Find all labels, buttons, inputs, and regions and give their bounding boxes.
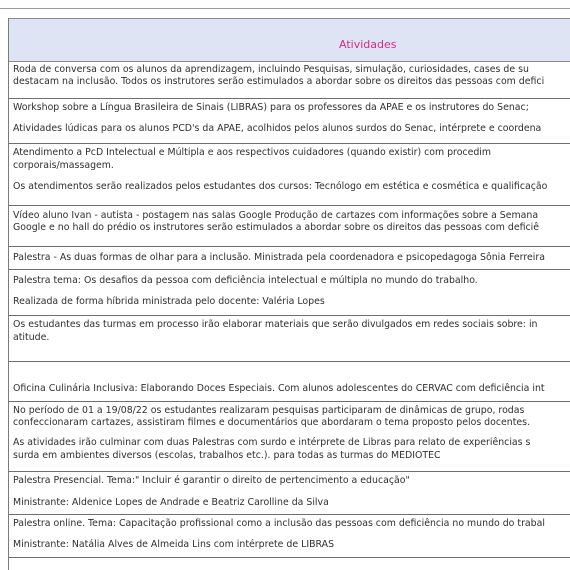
row-text: Ministrante: Aldenice Lopes de Andrade e Beatriz Carolline da Silva [13,497,329,508]
row-text: Atividades lúdicas para os alunos PCD's da APAE, acolhidos pelos alunos surdos do Senac, intérprete e coordena [13,123,542,134]
row-text: As atividades irão culminar com duas Palestras com surdo e intérprete de Libras para relato de experiências s [13,437,531,448]
row-text: atitude. [13,332,50,343]
row-text: Realizada de forma híbrida ministrada pelo docente: Valéria Lopes [13,296,325,307]
table-row [9,247,570,270]
row-text: Workshop sobre a Língua Brasileira de Sinais (LIBRAS) para os professores da APAE e os instrutores do Senac; [13,102,529,113]
row-text: Atendimento a PcD Intelectual e Múltipla e aos respectivos cuidadores (quando existir) com procedim [13,147,492,158]
table-left-column [0,18,9,570]
row-text: surda em ambientes diversos (escolas, trabalhos etc.). para todas as turmas do MEDIOTEC [13,450,441,461]
row-text: Palestra online. Tema: Capacitação profissional como a inclusão das pessoas com deficiência no mundo do trabal [13,518,545,529]
table-top-border [0,0,570,9]
table-header [9,18,570,62]
table-row [9,270,570,316]
table-row [9,61,570,99]
table-row [9,99,570,144]
row-text: confeccionaram cartazes, assistiram filmes e documentários que abordaram o tema proposto pelos docentes. [13,417,531,428]
header-atividades: Atividades [339,38,397,51]
table-row [9,316,570,362]
table-row [9,472,570,515]
row-text: Os estudantes das turmas em processo irão elaborar materiais que serão divulgados em redes sociais sobre: in [13,319,538,330]
row-text: Google e no hall do prédio os instrutores serão estimulados a abordar sobre os direitos das pessoas com deficiê [13,222,540,233]
row-text: Ministrante: Natália Alves de Almeida Lins com intérprete de LIBRAS [13,539,335,550]
row-text: No período de 01 a 19/08/22 os estudantes realizaram pesquisas participaram de dinâmicas de grupo, rodas [13,405,525,416]
row-text: Os atendimentos serão realizados pelos estudantes dos cursos: Tecnólogo em estética e cosmética e qualificação [13,181,548,192]
table-row [9,402,570,472]
table-row [9,144,570,206]
row-text: Vídeo aluno Ivan - autista - postagem nas salas Google Produção de cartazes com informações sobre a Semana [13,210,539,221]
row-text: Palestra - As duas formas de olhar para a inclusão. Ministrada pela coordenadora e psicopedagoga Sônia Ferreira [13,252,545,263]
row-text: corporais/massagem. [13,160,114,171]
row-text: Roda de conversa com os alunos da aprendizagem, incluindo Pesquisas, simulação, curiosidades, cases de su [13,64,529,75]
row-text: Palestra tema: Os desafios da pessoa com deficiência intelectual e múltipla no mundo do trabalho. [13,275,478,286]
row-text: Palestra Presencial. Tema:" Incluir é garantir o direito de pertencimento a educação" [13,475,410,486]
table-row [9,362,570,402]
row-text: Oficina Culinária Inclusiva: Elaborando Doces Especiais. Com alunos adolescentes do CERVAC com deficiência int [13,383,545,394]
table-row [9,206,570,247]
row-text: destacam na inclusão. Todos os instrutores serão estimulados a abordar sobre os direitos das pessoas com defici [13,76,545,87]
table-row [9,515,570,558]
